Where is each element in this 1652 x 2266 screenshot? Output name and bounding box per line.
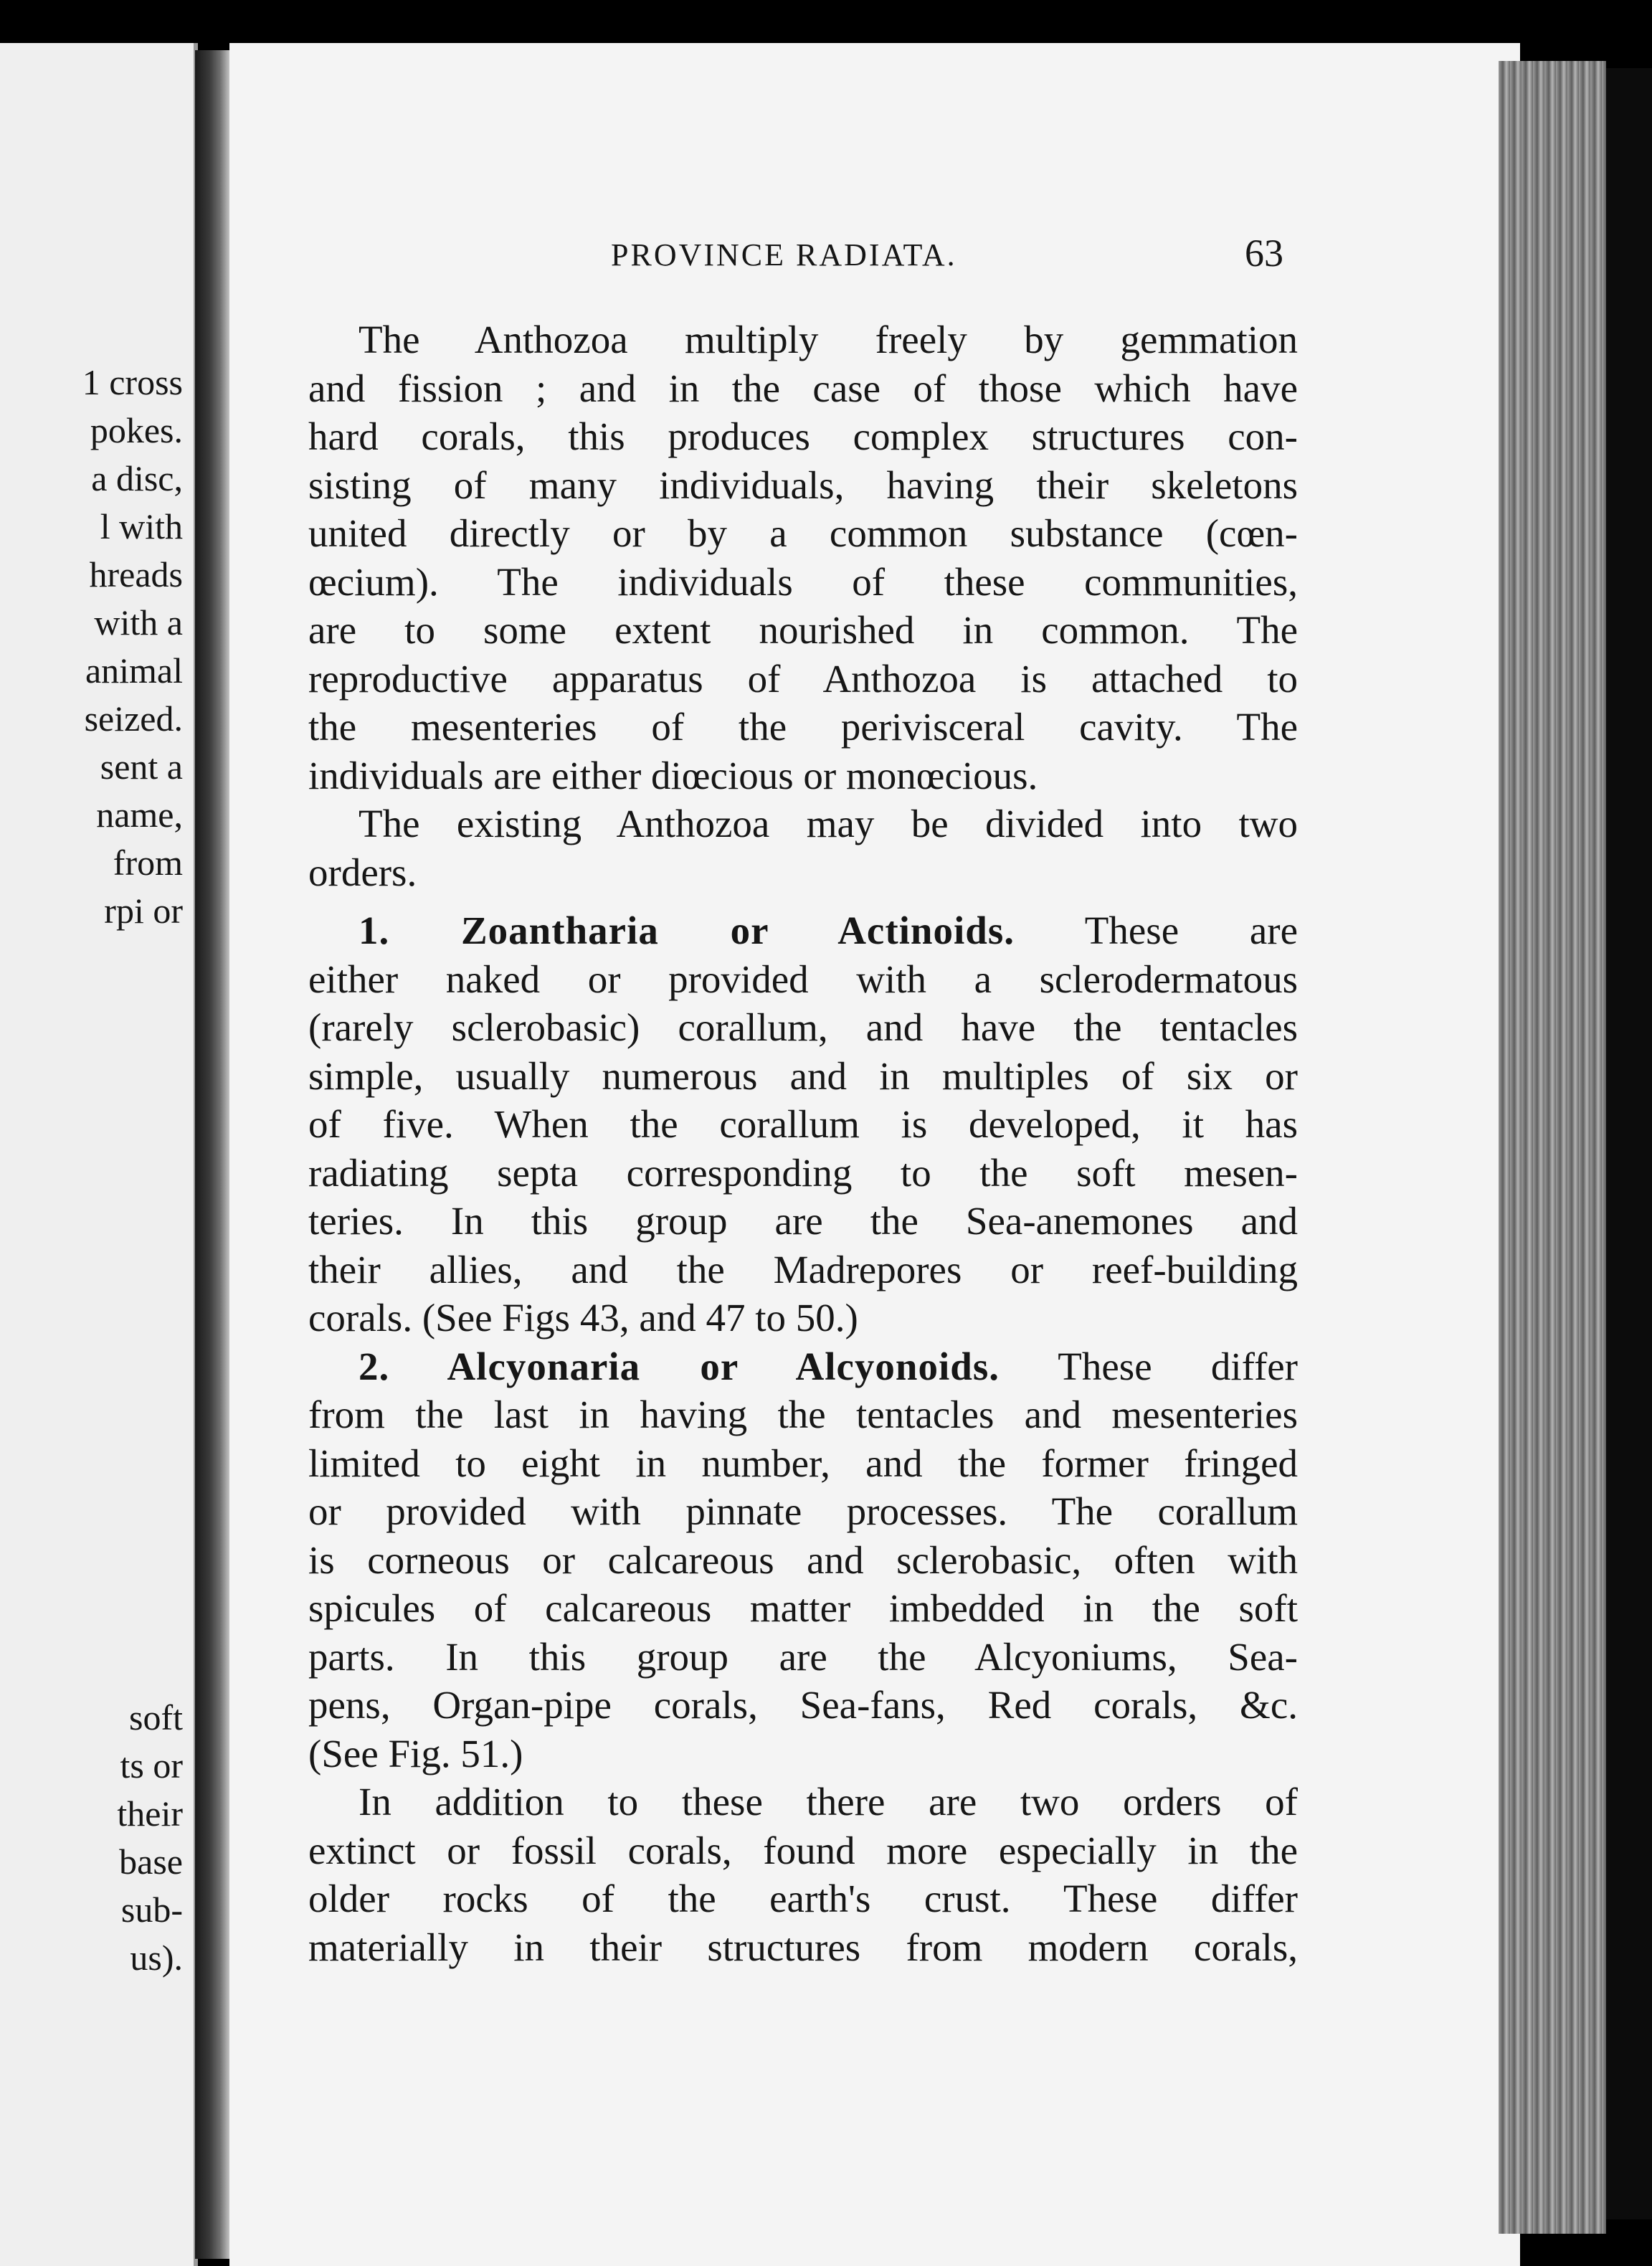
page-edge-shadow xyxy=(1606,68,1652,2219)
text-line-rest: These are xyxy=(1084,909,1298,952)
left-fragment-line: from xyxy=(113,843,183,883)
book-gutter xyxy=(195,50,231,2259)
left-page-fragment xyxy=(0,43,198,2266)
text-line-rest: These differ xyxy=(1058,1344,1298,1388)
text-line: the mesenteries of the perivisceral cavity. The xyxy=(308,705,1298,749)
text-line: In addition to these there are two orders of xyxy=(359,1780,1298,1824)
left-fragment-line: rpi or xyxy=(104,891,183,931)
text-line: orders. xyxy=(308,850,417,894)
text-line: (rarely sclerobasic) corallum, and have the tentacles xyxy=(308,1005,1298,1049)
text-line: The Anthozoa multiply freely by gemmation xyxy=(359,318,1298,361)
text-line: united directly or by a common substance (cœn- xyxy=(308,511,1298,555)
text-line: materially in their structures from modern corals, xyxy=(308,1925,1298,1969)
left-fragment-line: base xyxy=(119,1841,183,1882)
text-line: corals. (See Figs 43, and 47 to 50.) xyxy=(308,1296,858,1340)
order-heading-line xyxy=(308,1342,1298,1391)
text-line: limited to eight in number, and the former fringed xyxy=(308,1441,1298,1485)
page-number: 63 xyxy=(1245,232,1283,275)
text-line: either naked or provided with a sclerodermatous xyxy=(308,957,1298,1001)
text-line: (See Fig. 51.) xyxy=(308,1731,523,1776)
text-line: their allies, and the Madrepores or reef-building xyxy=(308,1247,1298,1291)
left-fragment-line: seized. xyxy=(84,698,183,739)
left-fragment-line: name, xyxy=(96,795,183,835)
text-line: hard corals, this produces complex structures con- xyxy=(308,414,1298,458)
left-fragment-line: with a xyxy=(94,602,183,643)
left-fragment-line: l with xyxy=(100,506,183,546)
text-line: older rocks of the earth's crust. These differ xyxy=(308,1877,1298,1920)
text-line: from the last in having the tentacles and mesenteries xyxy=(308,1393,1298,1436)
text-line: spicules of calcareous matter imbedded in the soft xyxy=(308,1586,1298,1630)
text-line: teries. In this group are the Sea-anemones and xyxy=(308,1199,1298,1243)
text-line: and fission ; and in the case of those which have xyxy=(308,366,1298,410)
text-line: œcium). The individuals of these communities, xyxy=(308,559,1298,604)
running-head: PROVINCE RADIATA. xyxy=(611,237,957,272)
left-fragment-line: a disc, xyxy=(91,458,183,498)
left-fragment-line: 1 cross xyxy=(82,362,183,402)
left-fragment-line: soft xyxy=(129,1697,183,1738)
left-fragment-line: hreads xyxy=(89,554,183,594)
text-line: individuals are either diœcious or monœcious. xyxy=(308,753,1038,797)
left-fragment-line: ts or xyxy=(120,1745,183,1786)
left-fragment-line: us). xyxy=(130,1938,183,1978)
order-heading-alcyonaria: 2. Alcyonaria or Alcyonoids. xyxy=(359,1344,1000,1388)
text-line: sisting of many individuals, having their skeletons xyxy=(308,463,1298,507)
text-line: or provided with pinnate processes. The corallum xyxy=(308,1489,1298,1533)
text-line: extinct or fossil corals, found more especially in the xyxy=(308,1828,1298,1872)
text-line: radiating septa corresponding to the soft mesen- xyxy=(308,1150,1298,1195)
left-fragment-line: sub- xyxy=(120,1890,183,1930)
order-heading-zoantharia: 1. Zoantharia or Actinoids. xyxy=(359,909,1015,952)
order-heading-line xyxy=(308,906,1298,955)
text-line: of five. When the corallum is developed, it has xyxy=(308,1102,1298,1146)
text-line: pens, Organ-pipe corals, Sea-fans, Red corals, &c. xyxy=(308,1683,1298,1727)
left-fragment-line: animal xyxy=(85,650,183,691)
text-line: parts. In this group are the Alcyoniums, Sea- xyxy=(308,1634,1298,1679)
left-fragment-line: their xyxy=(117,1793,183,1834)
text-line: are to some extent nourished in common. The xyxy=(308,608,1298,652)
text-line: is corneous or calcareous and sclerobasic, often with xyxy=(308,1537,1298,1582)
text-line: reproductive apparatus of Anthozoa is attached to xyxy=(308,656,1298,701)
left-fragment-line: pokes. xyxy=(90,410,183,450)
body-text xyxy=(308,316,1298,1971)
page-edges xyxy=(1499,61,1606,2234)
left-fragment-line: sent a xyxy=(100,746,183,787)
text-line: simple, usually numerous and in multiples of six or xyxy=(308,1053,1298,1098)
text-line: The existing Anthozoa may be divided into two xyxy=(359,802,1298,845)
